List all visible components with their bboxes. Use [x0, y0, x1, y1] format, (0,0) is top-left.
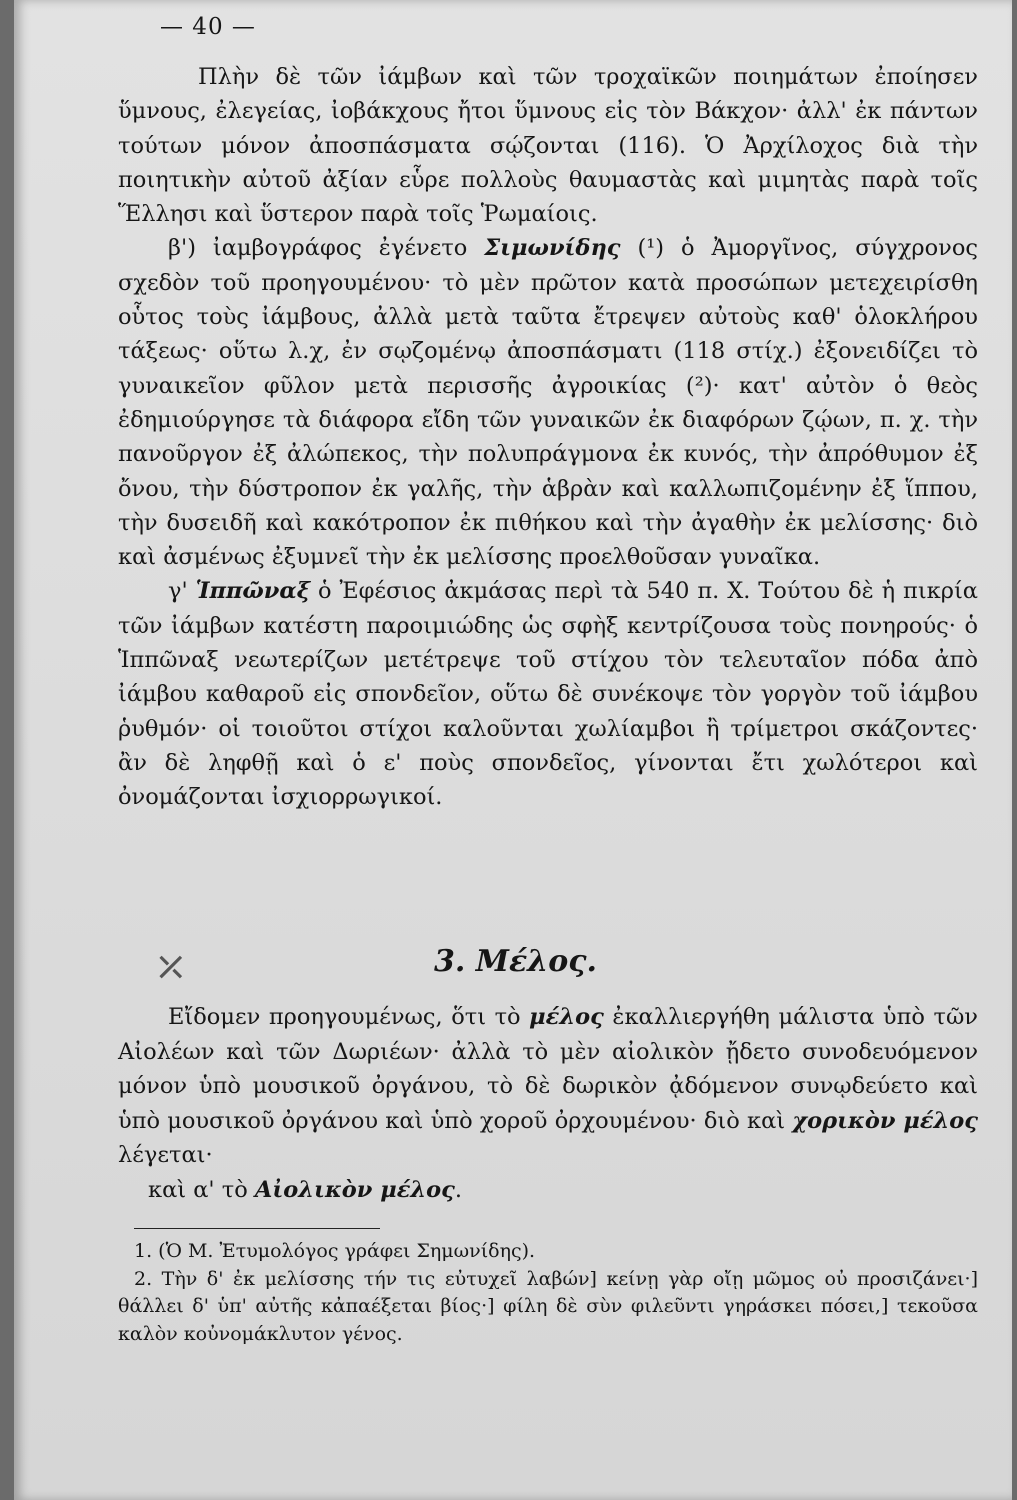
name-hipponax: Ἱππῶναξ — [195, 578, 311, 605]
paragraph-melos — [118, 1000, 978, 1173]
term-choral-melos: χορικὸν μέλος — [792, 1107, 978, 1134]
book-page — [14, 0, 1012, 1500]
section-heading: 3. Μέλος. — [434, 944, 597, 979]
paragraph-hipponax-intro: γ' — [168, 578, 196, 605]
paragraph-hipponax — [118, 574, 978, 814]
melos-text-a: Εἴδομεν προηγουμένως, ὅτι τὸ — [168, 1004, 530, 1030]
melos-text-c: λέγεται· — [118, 1142, 213, 1168]
melos-text-b: ἐκαλλιεργήθη μάλιστα ὑπὸ τῶν Αἰολέων καὶ τῶν Δωριέων· ἀλλὰ τὸ μὲν αἰολικὸν ᾔδετο συνοδευόμενον μόνον ὑπὸ μουσικοῦ ὀργάνου, τὸ δὲ δωρικὸν ᾀδόμενον συνῳδεύετο καὶ ὑπὸ μουσικοῦ ὀργάνου καὶ ὑπὸ χοροῦ ὀρχουμένου· διὸ καὶ — [118, 1004, 978, 1134]
paragraph-simonides-text: (¹) ὁ Ἀμοργῖνος, σύγχρονος σχεδὸν τοῦ προηγουμένου· τὸ μὲν πρῶτον κατὰ προσώπων μετεχειρίσθη οὗτος τοὺς ἰάμβους, ἀλλὰ μετὰ ταῦτα ἔτρεψεν αὐτοὺς καθ' ὁλοκλήρου τάξεως· οὕτω λ.χ, ἐν σῳζομένῳ ἀποσπάσματι (118 στίχ.) ἐξονειδίζει τὸ γυναικεῖον φῦλον μετὰ περισσῆς ἀγροικίας (²)· κατ' αὐτὸν ὁ θεὸς ἐδημιούργησε τὰ διάφορα εἴδη τῶν γυναικῶν ἐκ διαφόρων ζῴων, π. χ. τὴν πανοῦργον ἐξ ἀλώπεκος, τὴν πολυπράγμονα ἐκ κυνός, τὴν ἀπρόθυμον ἐξ ὄνου, τὴν δύστροπον ἐκ γαλῆς, τὴν ἁβρὰν καὶ καλλωπιζομένην ἐξ ἵππου, τὴν δυσειδῆ καὶ κακότροπον ἐκ πιθήκου καὶ τὴν ἀγαθὴν ἐκ μελίσσης· διὸ καὶ ἀσμένως ἐξυμνεῖ τὴν ἐκ μελίσσης προελθοῦσαν γυναῖκα. — [118, 235, 978, 571]
page-number: — 40 — — [160, 14, 256, 40]
section-text — [118, 1000, 978, 1207]
footnote-2: 2. Τὴν δ' ἐκ μελίσσης τήν τις εὐτυχεῖ λαβών] κείνῃ γὰρ οἴῃ μῶμος οὐ προσιζάνει·] θάλλει δ' ὑπ' αὐτῆς κἀπαέξεται βίος·] φίλη δὲ σὺν φιλεῦντι γηράσκει πόσει,] τεκοῦσα καλὸν κοὐνομάκλυτον γένος. — [118, 1267, 978, 1345]
paragraph-simonides — [118, 231, 978, 574]
pencil-mark-icon: ⤫ — [154, 944, 188, 990]
term-melos: μέλος — [529, 1004, 604, 1030]
footnotes — [118, 1238, 978, 1348]
term-aeolic-melos: Αἰολικὸν μέλος — [254, 1176, 455, 1203]
aeolic-text-b: . — [454, 1176, 463, 1203]
footnote-1: 1. (Ὁ Μ. Ἐτυμολόγος γράφει Σημωνίδης). — [134, 1240, 536, 1262]
name-simonides: Σιμωνίδης — [484, 235, 621, 262]
paragraph-aeolic — [118, 1173, 978, 1208]
main-text — [118, 60, 978, 815]
paragraph-hipponax-text: ὁ Ἐφέσιος ἀκμάσας περὶ τὰ 540 π. Χ. Τούτου δὲ ἡ πικρία τῶν ἰάμβων κατέστη παροιμιώδης ὡς σφὴξ κεντρίζουσα τοὺς πονηρούς· ὁ Ἱππῶναξ νεωτερίζων μετέτρεψε τοῦ στίχου τὸν τελευταῖον πόδα ἀπὸ ἰάμβου καθαροῦ εἰς σπονδεῖον, οὕτω δὲ συνέκοψε τὸν γοργὸν τοῦ ἰάμβου ῥυθμόν· οἱ τοιοῦτοι στίχοι καλοῦνται χωλίαμβοι ἢ τρίμετροι σκάζοντες· ἂν δὲ ληφθῇ καὶ ὁ ε' ποὺς σπονδεῖος, γίνονται ἔτι χωλότεροι καὶ ὀνομάζονται ἰσχιορρωγικοί. — [118, 578, 978, 811]
aeolic-text-a: καὶ α' τὸ — [148, 1176, 255, 1203]
paragraph-simonides-intro: β') ἰαμβογράφος ἐγένετο — [168, 235, 485, 262]
paragraph-archilochus: Πλὴν δὲ τῶν ἰάμβων καὶ τῶν τροχαϊκῶν ποιημάτων ἐποίησεν ὕμνους, ἐλεγείας, ἰοβάκχους ἤτοι ὕμνους εἰς τὸν Βάκχον· ἀλλ' ἐκ πάντων τούτων μόνον ἀποσπάσματα σῴζονται (116). Ὁ Ἀρχίλοχος διὰ τὴν ποιητικὴν αὐτοῦ ἀξίαν εὗρε πολλοὺς θαυμαστὰς καὶ μιμητὰς παρὰ τοῖς Ἕλλησι καὶ ὕστερον παρὰ τοῖς Ῥωμαίοις. — [118, 64, 978, 228]
footnote-divider — [134, 1228, 380, 1229]
